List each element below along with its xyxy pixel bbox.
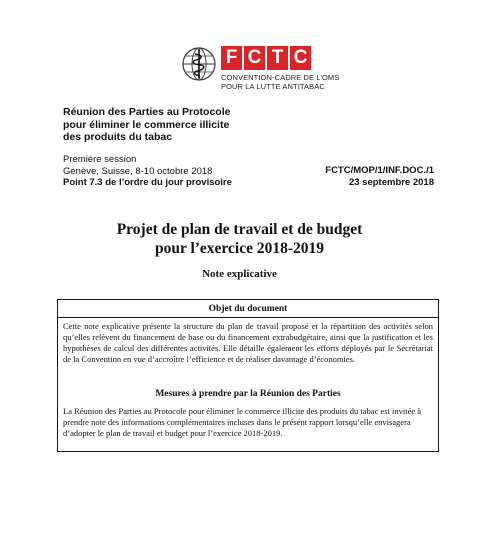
document-subtitle: Note explicative [202,268,277,280]
logo-subtitle-line2: POUR LA LUTTE ANTITABAC [221,82,325,91]
document-date: 23 septembre 2018 [348,176,434,188]
logo-letter-c: C [244,46,265,70]
logo-letter-t: T [267,46,288,70]
document-reference [325,165,434,188]
document-code: FCTC/MOP/1/INF.DOC./1 [325,165,434,176]
action-heading: Mesures à prendre par la Réunion des Parties [155,389,341,399]
fctc-logo [181,44,340,92]
summary-box [57,299,439,452]
meeting-title-line2: pour éliminer le commerce illicite [63,118,230,131]
meeting-title-line3: des produits du tabac [63,131,173,143]
heading-divider [58,317,438,318]
who-emblem-icon [181,46,217,82]
session-location-date: Genève, Suisse, 8-10 octobre 2018 [63,165,213,177]
logo-letter-f: F [221,46,242,70]
document-title-line2: pour l’exercice 2018-2019 [154,240,325,257]
agenda-item: Point 7.3 de l’ordre du jour provisoire [63,177,232,188]
session-name: Première session [63,154,137,165]
logo-subtitle-line1: CONVENTION-CADRE DE L’OMS [221,73,340,82]
fctc-letters [221,46,311,70]
logo-subtitle [221,73,339,91]
session-info [63,154,232,189]
meeting-title-line1: Réunion des Parties au Protocole [63,106,231,118]
document-title [0,220,479,258]
meeting-title [63,106,263,144]
action-paragraph: La Réunion des Parties au Protocole pour éliminer le commerce illicite des produits du tabac est invitée à prendre note des informations complémentaires incluses dans le présent rapport lorsqu’elle envisagera d’adopter le plan de travail et budget pour l’exercice 2018-2019. [63,406,422,438]
logo-letter-c2: C [290,46,311,70]
purpose-heading: Objet du document [208,304,288,314]
document-title-line1: Projet de plan de travail et de budget [116,221,363,238]
purpose-paragraph: Cette note explicative présente la structure du plan de travail proposé et la répartition des activités selon qu’elles relèvent du financement de base ou du financement extrabudgétaire, ainsi que la justification et les hypothèses de calcul des différentes activités. Elle détaille également les efforts déployés par le Secrétariat de la Convention en vue d’accroître l’efficience et de réaliser davantage d’économies. [63,321,433,364]
